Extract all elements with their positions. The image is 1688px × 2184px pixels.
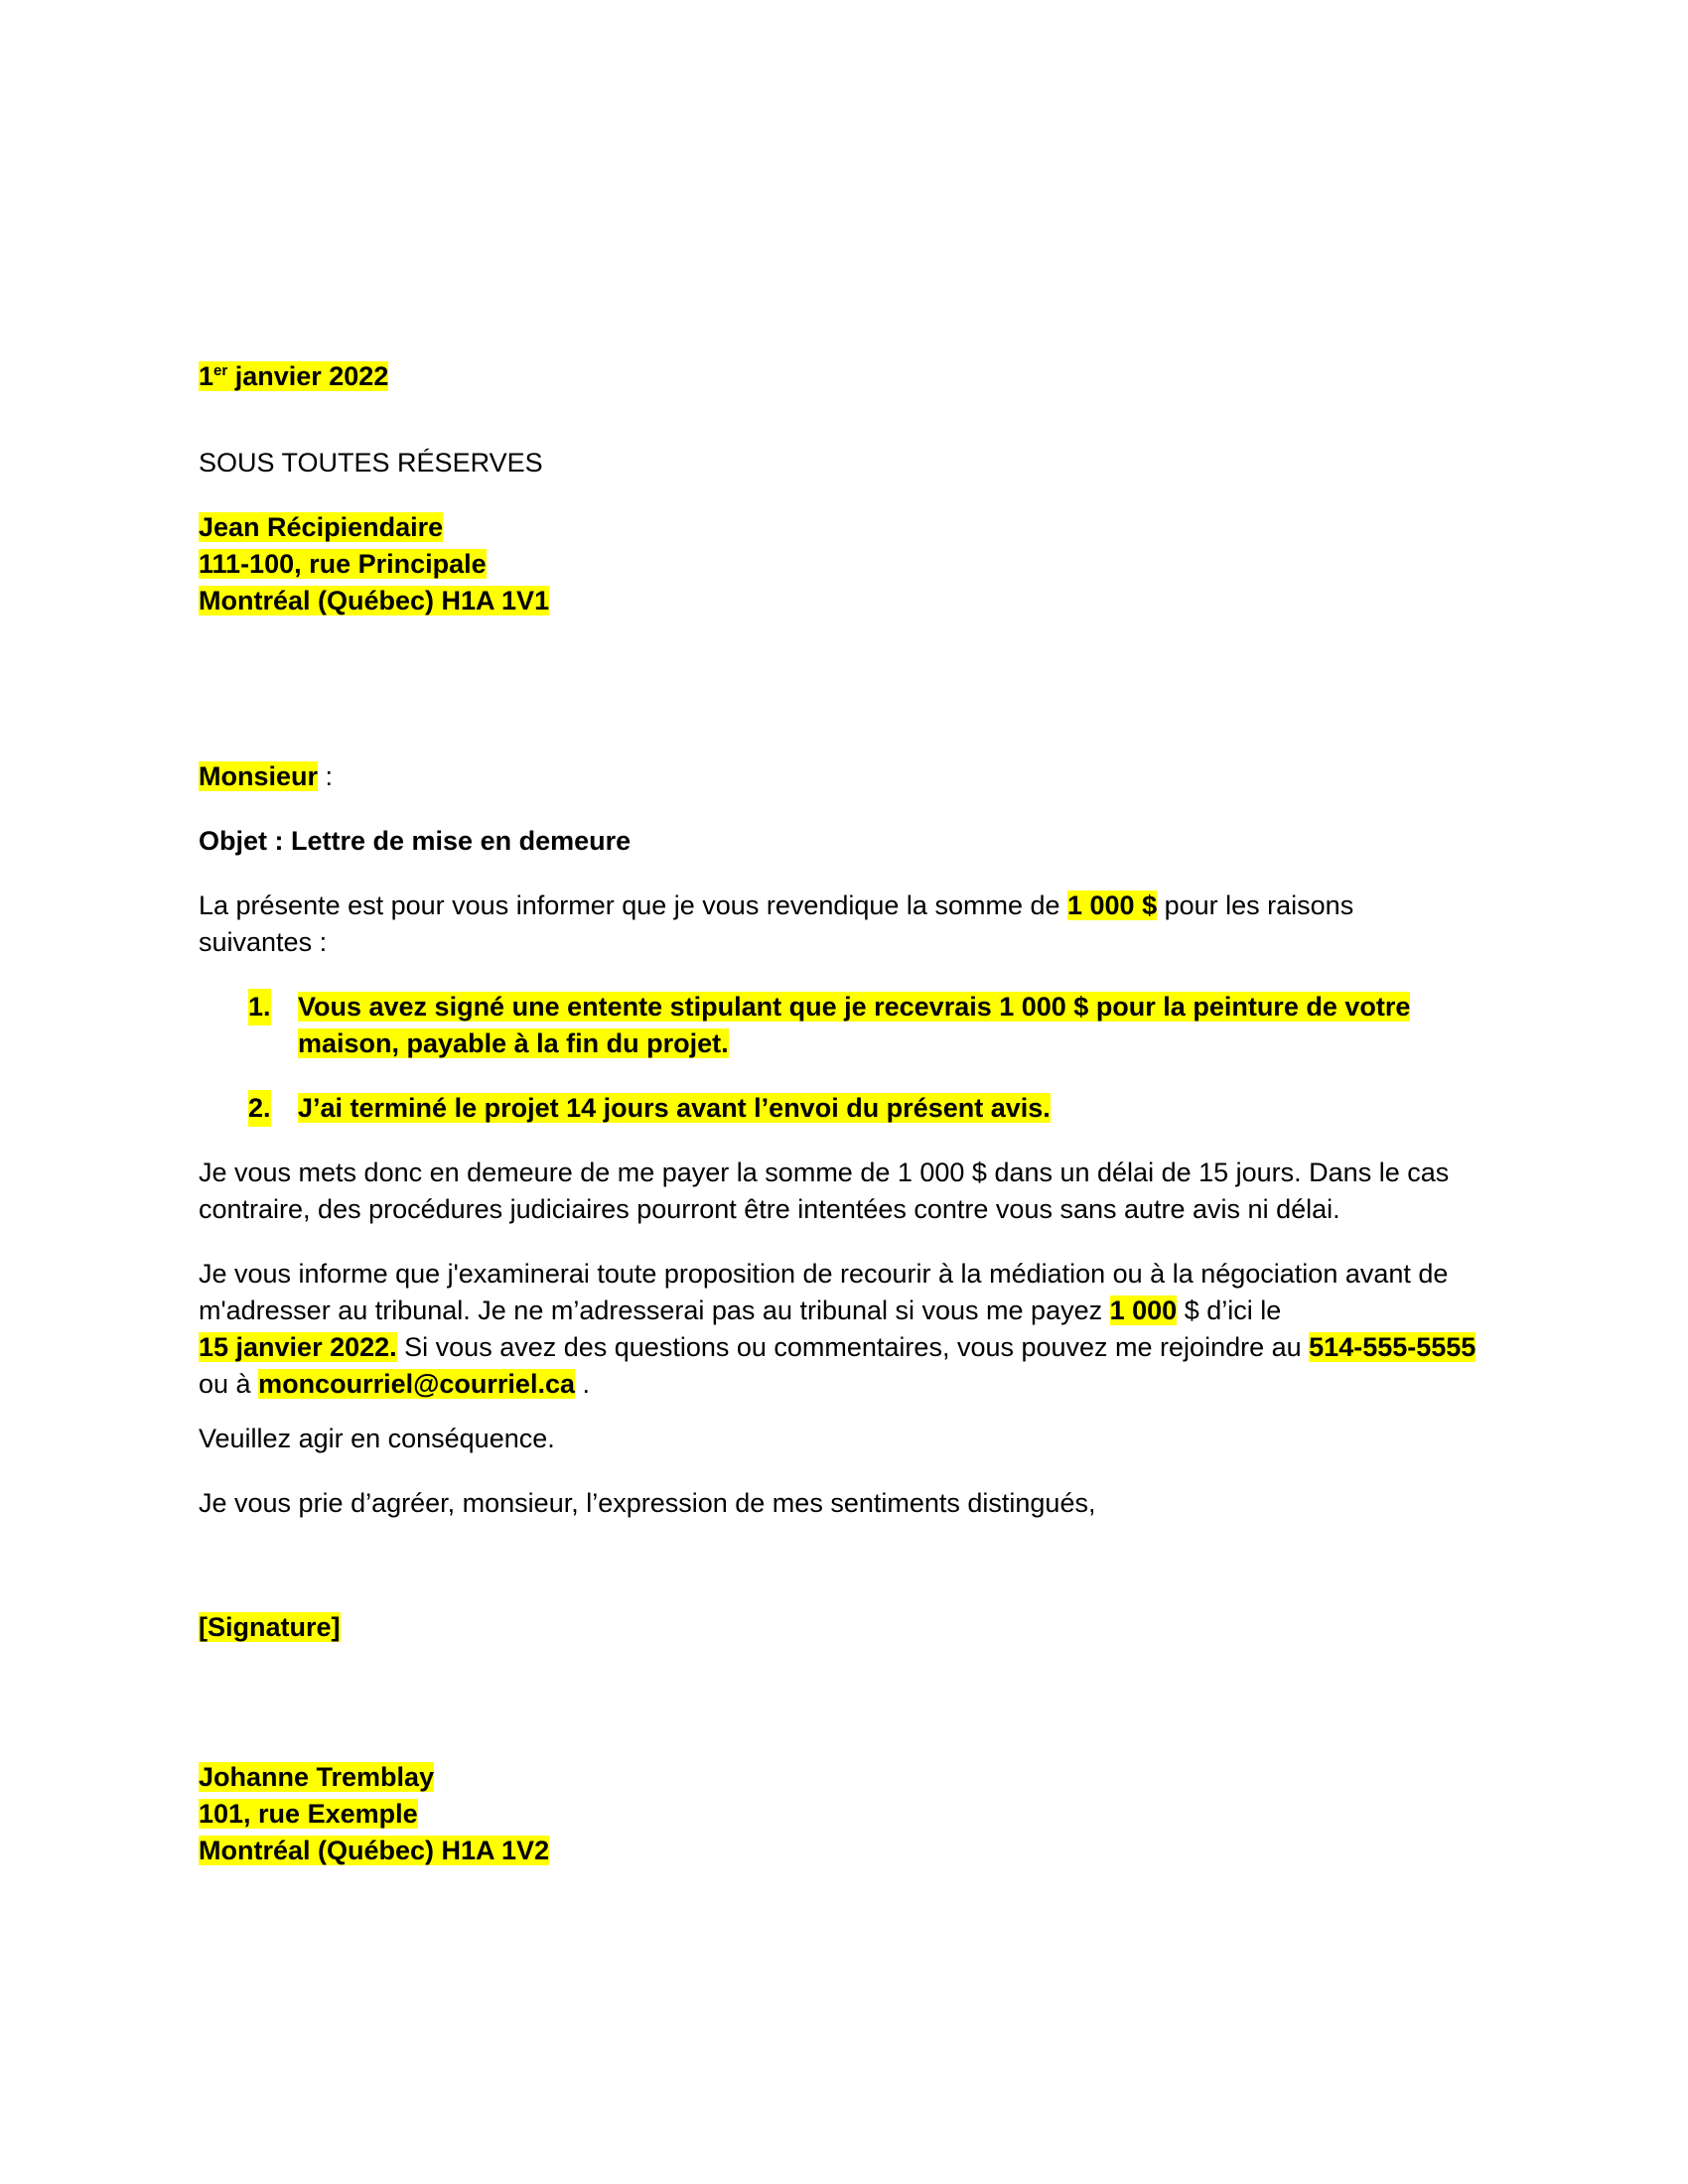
recipient-address: [199, 509, 1489, 619]
mediation-text-3: Si vous avez des questions ou commentaires, vous pouvez me rejoindre au: [396, 1332, 1310, 1362]
reason-number: 1.: [248, 989, 271, 1025]
reason-number: 2.: [248, 1090, 271, 1127]
subject-line: Objet : Lettre de mise en demeure: [199, 826, 632, 856]
reason-text: J’ai terminé le projet 14 jours avant l’envoi du présent avis.: [298, 1093, 1051, 1123]
mediation-text-2: $ d’ici le: [1177, 1296, 1282, 1325]
intro-paragraph: [199, 887, 1420, 961]
salutation: [199, 758, 1489, 795]
salutation-word: Monsieur: [199, 761, 319, 791]
intro-before: La présente est pour vous informer que je vous revendique la somme de: [199, 890, 1067, 920]
reason-item-1: [248, 989, 1489, 1062]
sender-name: Johanne Tremblay: [199, 1762, 435, 1792]
recipient-street: 111-100, rue Principale: [199, 549, 487, 579]
intro-amount: 1 000 $: [1067, 890, 1158, 920]
recipient-city: Montréal (Québec) H1A 1V1: [199, 586, 550, 615]
mediation-paragraph: [199, 1256, 1489, 1403]
salutation-colon: :: [318, 761, 334, 791]
signature-text: [Signature]: [199, 1612, 341, 1642]
mediation-deadline: 15 janvier 2022.: [199, 1332, 397, 1362]
sender-address: [199, 1759, 1489, 1869]
demand-paragraph: Je vous mets donc en demeure de me payer la somme de 1 000 $ dans un délai de 15 jours. Dans le cas contraire, des procédures judiciaires pourront être intentées contre vous sans autre avis ni délai.: [199, 1158, 1450, 1224]
mediation-text-5: .: [575, 1369, 591, 1399]
reason-item-2: [248, 1090, 1489, 1127]
mediation-email: moncourriel@courriel.ca: [258, 1369, 575, 1399]
mediation-text-4: ou à: [199, 1369, 259, 1399]
date-rest: janvier 2022: [227, 361, 389, 391]
sender-city: Montréal (Québec) H1A 1V2: [199, 1836, 550, 1865]
recipient-name: Jean Récipiendaire: [199, 512, 444, 542]
date-day: 1: [199, 361, 214, 391]
closing-line: Je vous prie d’agréer, monsieur, l’expression de mes sentiments distingués,: [199, 1488, 1096, 1518]
mediation-text-1: Je vous informe que j'examinerai toute proposition de recourir à la médiation ou à la négociation avant de m'adresser au tribunal. Je ne m’adresserai pas au tribunal si vous me payez: [199, 1259, 1449, 1325]
sender-street: 101, rue Exemple: [199, 1799, 418, 1829]
letter-date: [199, 358, 1489, 395]
reason-text: Vous avez signé une entente stipulant que je recevrais 1 000 $ pour la peinture de votre maison, payable à la fin du projet.: [298, 992, 1411, 1058]
reserve-notice: SOUS TOUTES RÉSERVES: [199, 448, 543, 478]
date-superscript: er: [213, 362, 228, 379]
action-line: Veuillez agir en conséquence.: [199, 1424, 555, 1453]
mediation-phone: 514-555-5555: [1309, 1332, 1477, 1362]
signature-placeholder: [199, 1609, 1489, 1646]
intro-after: pour les raisons suivantes :: [199, 890, 1354, 957]
mediation-amount: 1 000: [1109, 1296, 1178, 1325]
